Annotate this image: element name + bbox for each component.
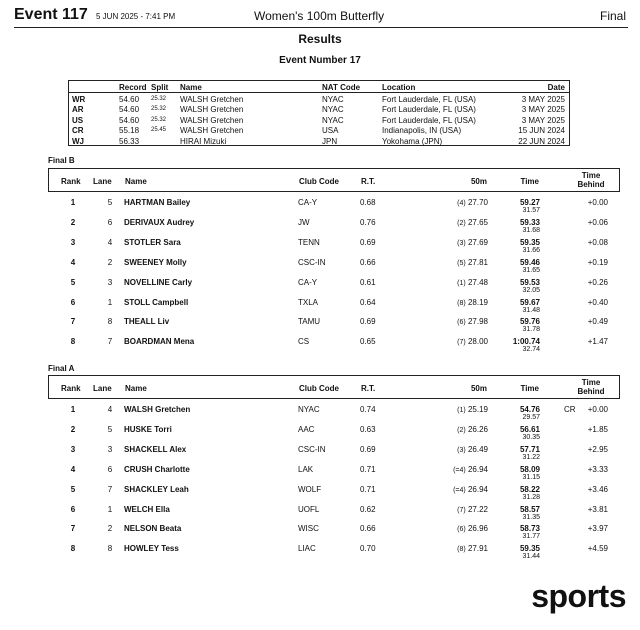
result-swimmer-name: WELCH Ella xyxy=(124,504,170,514)
record-code: WJ xyxy=(72,136,84,146)
result-50m-place: (8) xyxy=(457,299,466,307)
result-row xyxy=(48,443,620,463)
result-50m-split xyxy=(457,505,488,514)
result-time-behind: +3.97 xyxy=(587,524,608,534)
record-name: HIRAI Mizuki xyxy=(180,136,227,146)
result-club-code: CSC-IN xyxy=(298,444,326,454)
records-table xyxy=(68,80,570,146)
result-swimmer-name: BOARDMAN Mena xyxy=(124,337,195,347)
result-50m-time: 25.19 xyxy=(467,405,488,414)
result-second-50-split: 31.28 xyxy=(522,493,540,501)
header-time-behind xyxy=(571,378,611,396)
result-reaction-time: 0.70 xyxy=(360,544,376,554)
record-record: 54.60 xyxy=(119,95,140,104)
record-location: Indianapolis, IN (USA) xyxy=(382,126,462,136)
result-swimmer-name: HUSKE Torri xyxy=(124,424,172,434)
record-location: Fort Lauderdale, FL (USA) xyxy=(382,115,476,125)
result-lane: 3 xyxy=(107,444,113,454)
result-50m-split xyxy=(457,198,488,207)
header-time: Time xyxy=(520,177,539,186)
result-lane: 3 xyxy=(107,277,113,287)
record-record: 54.60 xyxy=(119,105,140,115)
result-lane: 5 xyxy=(107,424,113,434)
result-time-behind: +0.00 xyxy=(587,198,608,207)
records-header-split: Split xyxy=(151,83,169,92)
record-row xyxy=(69,115,569,126)
result-50m-time: 26.94 xyxy=(467,484,488,494)
result-row xyxy=(48,423,620,443)
result-50m-time: 26.94 xyxy=(467,464,488,474)
result-final-time: 59.27 xyxy=(519,198,540,207)
result-50m-time: 26.49 xyxy=(467,444,488,454)
result-time-behind: +0.06 xyxy=(587,217,608,227)
record-code: AR xyxy=(72,105,84,115)
result-rank: 7 xyxy=(70,524,76,534)
result-final-time: 58.22 xyxy=(519,484,540,494)
result-second-50-split: 31.57 xyxy=(522,207,540,214)
result-row xyxy=(48,236,620,256)
result-club-code: CS xyxy=(298,337,310,347)
result-50m-place: (3) xyxy=(457,446,466,454)
result-lane: 4 xyxy=(107,237,113,247)
result-row xyxy=(48,256,620,276)
result-50m-split xyxy=(457,524,488,533)
record-location: Yokohama (JPN) xyxy=(382,136,443,146)
result-swimmer-name: NELSON Beata xyxy=(124,524,182,534)
header-rank: Rank xyxy=(61,384,81,393)
result-reaction-time: 0.62 xyxy=(360,504,376,514)
result-final-time: 59.76 xyxy=(519,317,540,327)
result-50m-place: (4) xyxy=(457,200,466,207)
result-row xyxy=(48,196,620,216)
result-reaction-time: 0.71 xyxy=(360,484,376,494)
record-code: US xyxy=(72,115,84,125)
result-final-time: 58.09 xyxy=(519,464,540,474)
record-split: 25.32 xyxy=(151,96,167,102)
result-reaction-time: 0.61 xyxy=(360,277,376,287)
result-final-time: 58.73 xyxy=(519,524,540,534)
result-swimmer-name: HARTMAN Bailey xyxy=(124,198,191,207)
result-swimmer-name: STOTLER Sara xyxy=(124,237,181,247)
result-second-50-split: 31.68 xyxy=(522,226,540,234)
result-swimmer-name: DERIVAUX Audrey xyxy=(124,217,195,227)
event-header xyxy=(14,6,628,28)
record-split: 25.45 xyxy=(151,127,167,134)
final-b-header xyxy=(48,168,620,192)
header-name: Name xyxy=(125,177,147,186)
result-rank: 3 xyxy=(70,237,76,247)
header-rank: Rank xyxy=(61,177,81,186)
result-50m-time: 27.91 xyxy=(467,544,488,554)
result-50m-time: 26.96 xyxy=(467,524,488,534)
result-row xyxy=(48,483,620,503)
result-reaction-time: 0.63 xyxy=(360,424,376,434)
result-second-50-split: 32.05 xyxy=(522,286,540,294)
result-swimmer-name: WALSH Gretchen xyxy=(124,405,191,414)
result-swimmer-name: STOLL Campbell xyxy=(124,297,189,307)
result-rank: 6 xyxy=(70,504,76,514)
result-50m-place: (6) xyxy=(457,526,466,534)
result-rank: 1 xyxy=(70,405,76,414)
records-header-record: Record xyxy=(119,83,147,92)
final-b-table xyxy=(48,168,620,358)
record-code: WR xyxy=(72,95,86,104)
final-a-header xyxy=(48,375,620,399)
header-lane: Lane xyxy=(93,177,112,186)
result-row xyxy=(48,296,620,316)
result-club-code: TENN xyxy=(298,237,320,247)
result-50m-place: (5) xyxy=(457,259,466,267)
page-title: Results xyxy=(298,32,342,46)
header-time: Time xyxy=(520,384,539,393)
result-time-behind: +0.00 xyxy=(587,405,608,414)
event-number-subtitle: Event Number 17 xyxy=(279,55,361,66)
result-lane: 6 xyxy=(107,464,113,474)
records-header xyxy=(69,82,569,93)
result-50m-split xyxy=(457,425,488,434)
result-50m-split xyxy=(453,485,488,494)
result-50m-place: (7) xyxy=(457,506,466,514)
result-final-time: 58.57 xyxy=(519,504,540,514)
record-record: 55.18 xyxy=(119,126,140,136)
result-50m-time: 27.48 xyxy=(467,277,488,287)
result-50m-time: 28.19 xyxy=(467,297,488,307)
result-lane: 7 xyxy=(107,484,113,494)
result-record-flag: CR xyxy=(564,405,576,414)
result-rank: 8 xyxy=(70,544,76,554)
result-club-code: UOFL xyxy=(298,504,320,514)
result-lane: 1 xyxy=(107,297,113,307)
final-a-label: Final A xyxy=(48,364,75,373)
record-code: CR xyxy=(72,126,84,136)
record-record: 56.33 xyxy=(119,136,140,146)
result-second-50-split: 32.74 xyxy=(522,346,540,354)
record-name: WALSH Gretchen xyxy=(180,105,244,115)
result-time-behind: +3.81 xyxy=(587,504,608,514)
result-reaction-time: 0.76 xyxy=(360,217,376,227)
record-nat: JPN xyxy=(322,136,338,146)
result-lane: 7 xyxy=(107,337,113,347)
record-date: 3 MAY 2025 xyxy=(521,115,565,125)
result-50m-split xyxy=(457,278,488,287)
result-time-behind: +1.47 xyxy=(587,337,608,347)
result-club-code: WISC xyxy=(298,524,319,534)
result-lane: 1 xyxy=(107,504,113,514)
result-50m-place: (2) xyxy=(457,219,466,227)
record-date: 3 MAY 2025 xyxy=(521,105,565,115)
result-row xyxy=(48,315,620,335)
event-datetime: 5 JUN 2025 - 7:41 PM xyxy=(96,12,176,21)
record-location: Fort Lauderdale, FL (USA) xyxy=(382,105,476,115)
result-club-code: TAMU xyxy=(298,317,321,327)
record-split: 25.32 xyxy=(151,106,167,113)
record-nat: NYAC xyxy=(322,95,344,104)
result-rank: 8 xyxy=(70,337,76,347)
result-rank: 3 xyxy=(70,444,76,454)
result-50m-time: 28.00 xyxy=(467,337,488,347)
header-lane: Lane xyxy=(93,384,112,393)
result-second-50-split: 31.22 xyxy=(522,453,540,461)
result-swimmer-name: CRUSH Charlotte xyxy=(124,464,190,474)
record-name: WALSH Gretchen xyxy=(180,95,244,104)
result-50m-split xyxy=(457,405,488,414)
result-second-50-split: 31.44 xyxy=(522,553,540,561)
result-rank: 4 xyxy=(70,464,76,474)
result-second-50-split: 31.77 xyxy=(522,533,540,541)
result-swimmer-name: HOWLEY Tess xyxy=(124,544,179,554)
result-reaction-time: 0.64 xyxy=(360,297,376,307)
result-50m-split xyxy=(457,218,488,227)
event-name: Women's 100m Butterfly xyxy=(254,9,385,23)
header-rt: R.T. xyxy=(361,177,376,186)
result-final-time: 1:00.74 xyxy=(512,337,540,347)
result-50m-time: 27.69 xyxy=(467,237,488,247)
record-date: 15 JUN 2024 xyxy=(518,126,565,136)
result-final-time: 59.67 xyxy=(519,297,540,307)
result-swimmer-name: SHACKLEY Leah xyxy=(124,484,189,494)
result-swimmer-name: SHACKELL Alex xyxy=(124,444,187,454)
event-number: Event 117 xyxy=(14,6,88,23)
result-final-time: 56.61 xyxy=(519,424,540,434)
header-club: Club Code xyxy=(299,177,339,186)
records-header-name: Name xyxy=(180,83,202,92)
result-final-time: 57.71 xyxy=(519,444,540,454)
result-time-behind: +0.08 xyxy=(587,237,608,247)
header-behind-line1: Time xyxy=(581,378,601,387)
result-lane: 2 xyxy=(107,524,113,534)
result-final-time: 59.46 xyxy=(519,257,540,267)
result-reaction-time: 0.66 xyxy=(360,257,376,267)
result-second-50-split: 31.15 xyxy=(522,473,540,481)
result-reaction-time: 0.66 xyxy=(360,524,376,534)
result-club-code: TXLA xyxy=(298,297,319,307)
result-club-code: CA-Y xyxy=(298,198,318,207)
result-50m-place: (3) xyxy=(457,239,466,247)
result-50m-split xyxy=(457,544,488,553)
result-50m-split xyxy=(457,258,488,267)
result-final-time: 59.33 xyxy=(519,217,540,227)
result-50m-place: (6) xyxy=(457,319,466,327)
result-second-50-split: 31.78 xyxy=(522,326,540,334)
result-swimmer-name: THEALL Liv xyxy=(124,317,170,327)
records-header-date: Date xyxy=(547,83,565,92)
result-rank: 4 xyxy=(70,257,76,267)
result-row xyxy=(48,503,620,523)
result-lane: 8 xyxy=(107,544,113,554)
result-club-code: LAK xyxy=(298,464,314,474)
result-club-code: WOLF xyxy=(298,484,322,494)
record-row xyxy=(69,94,569,105)
result-50m-place: (=4) xyxy=(453,486,466,494)
result-50m-split xyxy=(453,465,488,474)
result-lane: 8 xyxy=(107,317,113,327)
result-second-50-split: 31.66 xyxy=(522,246,540,254)
result-50m-time: 27.81 xyxy=(467,257,488,267)
result-rank: 5 xyxy=(70,277,76,287)
result-reaction-time: 0.74 xyxy=(360,405,376,414)
result-club-code: JW xyxy=(298,217,310,227)
result-second-50-split: 31.35 xyxy=(522,513,540,521)
result-second-50-split: 29.57 xyxy=(522,414,540,421)
result-row xyxy=(48,276,620,296)
result-time-behind: +2.95 xyxy=(587,444,608,454)
result-lane: 5 xyxy=(107,198,113,207)
result-time-behind: +3.33 xyxy=(587,464,608,474)
result-rank: 2 xyxy=(70,424,76,434)
result-rank: 7 xyxy=(70,317,76,327)
header-club: Club Code xyxy=(299,384,339,393)
record-date: 3 MAY 2025 xyxy=(521,95,565,104)
result-50m-time: 26.26 xyxy=(467,424,488,434)
result-reaction-time: 0.69 xyxy=(360,237,376,247)
result-reaction-time: 0.69 xyxy=(360,444,376,454)
result-club-code: CA-Y xyxy=(298,277,318,287)
result-final-time: 59.35 xyxy=(519,544,540,554)
result-second-50-split: 31.65 xyxy=(522,266,540,274)
result-50m-place: (2) xyxy=(457,426,466,434)
sports-watermark: sports xyxy=(531,578,626,614)
header-behind-line1: Time xyxy=(581,171,601,180)
event-round: Final xyxy=(599,9,626,23)
result-lane: 4 xyxy=(107,405,113,414)
result-50m-time: 27.65 xyxy=(467,217,488,227)
result-50m-place: (=4) xyxy=(453,466,466,474)
result-reaction-time: 0.71 xyxy=(360,464,376,474)
record-nat: NYAC xyxy=(322,115,344,125)
result-club-code: LIAC xyxy=(298,544,316,554)
result-time-behind: +0.49 xyxy=(587,317,608,327)
record-name: WALSH Gretchen xyxy=(180,126,244,136)
header-time-behind xyxy=(571,171,611,189)
result-time-behind: +3.46 xyxy=(587,484,608,494)
result-50m-time: 27.22 xyxy=(467,504,488,514)
result-50m-place: (8) xyxy=(457,546,466,554)
result-50m-time: 27.98 xyxy=(467,317,488,327)
result-second-50-split: 31.48 xyxy=(522,306,540,314)
result-time-behind: +4.59 xyxy=(587,544,608,554)
result-second-50-split: 30.35 xyxy=(522,433,540,441)
record-row xyxy=(69,136,569,147)
result-swimmer-name: SWEENEY Molly xyxy=(124,257,187,267)
header-divider xyxy=(14,27,628,28)
record-nat: USA xyxy=(322,126,339,136)
result-50m-split xyxy=(457,317,488,326)
result-swimmer-name: NOVELLINE Carly xyxy=(124,277,193,287)
result-time-behind: +0.19 xyxy=(587,257,608,267)
records-header-nat: NAT Code xyxy=(322,83,361,92)
header-rt: R.T. xyxy=(361,384,376,393)
final-a-table xyxy=(48,375,620,565)
record-row xyxy=(69,104,569,115)
result-row xyxy=(48,335,620,355)
record-row xyxy=(69,125,569,136)
result-reaction-time: 0.68 xyxy=(360,198,376,207)
result-rank: 6 xyxy=(70,297,76,307)
result-row xyxy=(48,463,620,483)
result-final-time: 54.76 xyxy=(519,405,540,414)
header-50m: 50m xyxy=(470,384,487,393)
result-50m-place: (7) xyxy=(457,339,466,347)
result-time-behind: +0.40 xyxy=(587,297,608,307)
final-b-label: Final B xyxy=(48,156,75,165)
result-rank: 1 xyxy=(70,198,76,207)
records-header-location: Location xyxy=(382,83,416,92)
result-rank: 2 xyxy=(70,217,76,227)
record-record: 54.60 xyxy=(119,115,140,125)
result-50m-place: (1) xyxy=(457,279,466,287)
result-row xyxy=(48,216,620,236)
record-location: Fort Lauderdale, FL (USA) xyxy=(382,95,476,104)
result-reaction-time: 0.69 xyxy=(360,317,376,327)
result-time-behind: +1.85 xyxy=(587,424,608,434)
record-nat: NYAC xyxy=(322,105,344,115)
result-50m-place: (1) xyxy=(457,407,466,414)
result-row xyxy=(48,403,620,423)
result-final-time: 59.35 xyxy=(519,237,540,247)
result-club-code: AAC xyxy=(298,424,315,434)
result-rank: 5 xyxy=(70,484,76,494)
result-50m-split xyxy=(457,337,488,346)
header-behind-line2: Behind xyxy=(577,387,605,396)
result-row xyxy=(48,542,620,562)
record-split: 25.32 xyxy=(151,116,167,123)
result-50m-time: 27.70 xyxy=(467,198,488,207)
result-row xyxy=(48,522,620,542)
result-50m-split xyxy=(457,238,488,247)
header-name: Name xyxy=(125,384,147,393)
header-behind-line2: Behind xyxy=(577,180,605,189)
result-time-behind: +0.26 xyxy=(587,277,608,287)
record-name: WALSH Gretchen xyxy=(180,115,244,125)
record-date: 22 JUN 2024 xyxy=(518,136,565,146)
result-final-time: 59.53 xyxy=(519,277,540,287)
result-lane: 6 xyxy=(107,217,113,227)
result-50m-split xyxy=(457,298,488,307)
result-50m-split xyxy=(457,445,488,454)
result-lane: 2 xyxy=(107,257,113,267)
result-reaction-time: 0.65 xyxy=(360,337,376,347)
result-club-code: NYAC xyxy=(298,405,320,414)
result-club-code: CSC-IN xyxy=(298,257,326,267)
header-50m: 50m xyxy=(470,177,487,186)
